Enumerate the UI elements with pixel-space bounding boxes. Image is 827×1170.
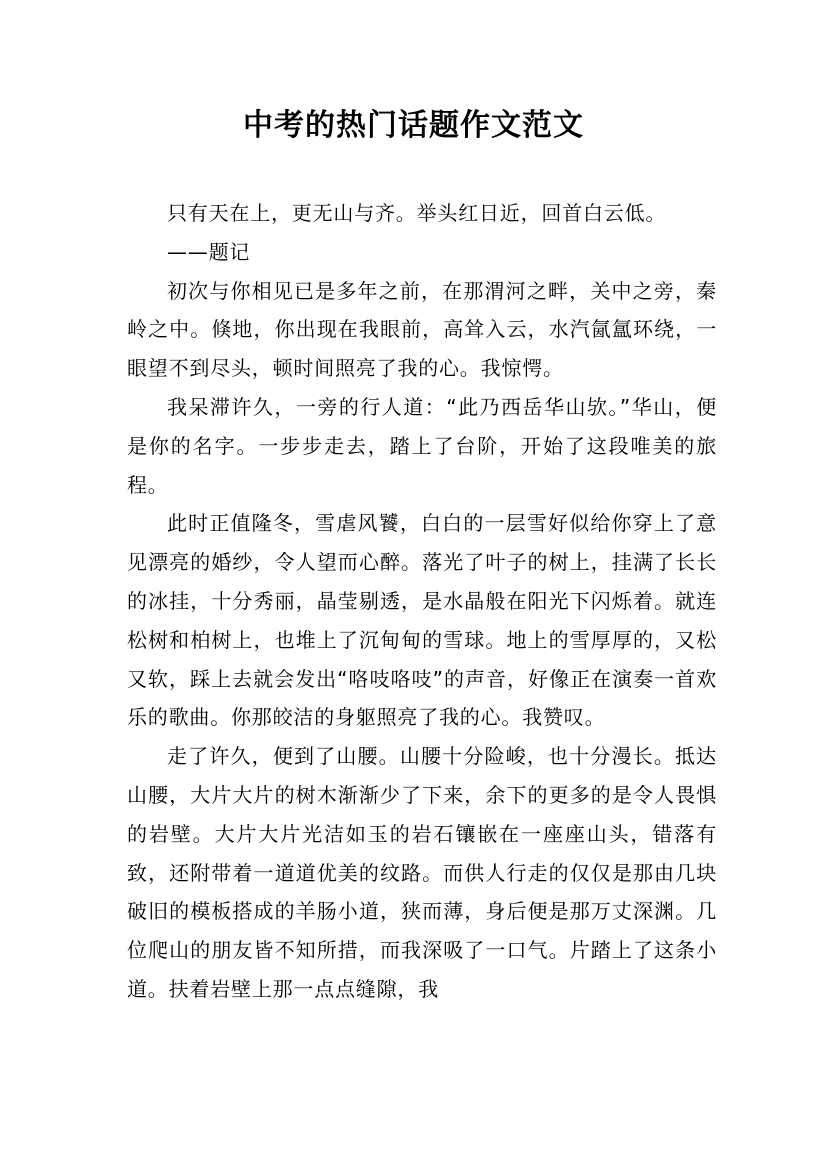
paragraph-1: 初次与你相见已是多年之前，在那渭河之畔，关中之旁，秦岭之中。倏地，你出现在我眼前，高耸入云，水汽氤氲环绕，一眼望不到尽头，顿时间照亮了我的心。我惊愕。 bbox=[127, 278, 717, 381]
document-title: 中考的热门话题作文范文 bbox=[243, 108, 584, 143]
paragraph-epigraph: 只有天在上，更无山与齐。举头红日近，回首白云低。 bbox=[167, 201, 667, 225]
paragraph-3: 此时正值隆冬，雪虐风饕，白白的一层雪好似给你穿上了意见漂亮的婚纱，令人望而心醉。落光了叶子的树上，挂满了长长的冰挂，十分秀丽，晶莹剔透，是水晶般在阳光下闪烁着。就连松树和柏树上，也堆上了沉甸甸的雪球。地上的雪厚厚的，又松又软，踩上去就会发出“咯吱咯吱”的声音，好像正在演奏一首欢乐的歌曲。你那皎洁的身躯照亮了我的心。我赞叹。 bbox=[127, 511, 717, 730]
paragraph-4: 走了许久，便到了山腰。山腰十分险峻，也十分漫长。抵达山腰，大片大片的树木渐渐少了下来，余下的更多的是令人畏惧的岩壁。大片大片光洁如玉的岩石镶嵌在一座座山头，错落有致，还附带着一道道优美的纹路。而供人行走的仅仅是那由几块破旧的模板搭成的羊肠小道，狭而薄，身后便是那万丈深渊。几位爬山的朋友皆不知所措，而我深吸了一口气。片踏上了这条小道。扶着岩壁上那一点点缝隙，我 bbox=[127, 744, 717, 1001]
paragraph-2: 我呆滞许久，一旁的行人道：“此乃西岳华山欤。”华山，便是你的名字。一步步走去，踏上了台阶，开始了这段唯美的旅程。 bbox=[127, 394, 717, 497]
document-body bbox=[127, 194, 717, 1009]
paragraph-epigraph-source: ——题记 bbox=[167, 239, 251, 264]
